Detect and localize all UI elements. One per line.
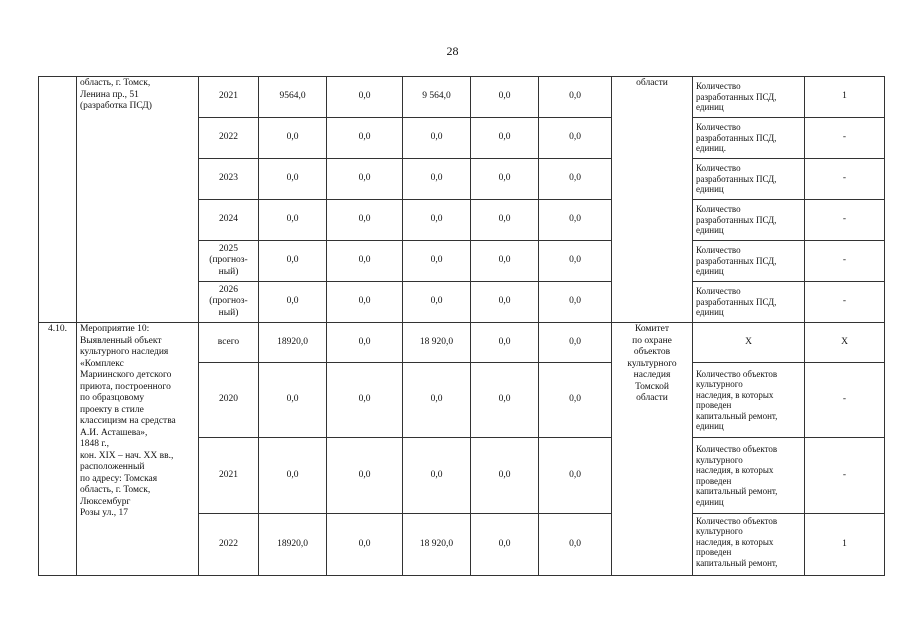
year-cell: 2021 xyxy=(199,438,259,514)
indicator-value: - xyxy=(805,159,885,200)
indicator-cell: Количество объектов культурного наследия, в которых проведен капитальный ремонт, единиц xyxy=(693,438,805,514)
funding-value: 0,0 xyxy=(539,363,612,438)
funding-value: 18920,0 xyxy=(259,514,327,576)
funding-value: 0,0 xyxy=(539,241,612,282)
funding-value: 0,0 xyxy=(403,438,471,514)
funding-value: 0,0 xyxy=(259,241,327,282)
year-cell: 2020 xyxy=(199,363,259,438)
funding-value: 18 920,0 xyxy=(403,514,471,576)
funding-value: 0,0 xyxy=(403,200,471,241)
funding-value: 0,0 xyxy=(403,282,471,323)
program-table xyxy=(38,76,885,576)
indicator-cell: Количество объектов культурного наследия, в которых проведен капитальный ремонт, единиц xyxy=(693,363,805,438)
year-cell: 2024 xyxy=(199,200,259,241)
funding-value: 0,0 xyxy=(539,77,612,118)
funding-value: 0,0 xyxy=(403,363,471,438)
executor-cell: Комитет по охране объектов культурного наследия Томской области xyxy=(612,323,693,576)
row-number-cell xyxy=(39,77,77,323)
indicator-cell: Количество разработанных ПСД, единиц xyxy=(693,77,805,118)
funding-value: 0,0 xyxy=(471,363,539,438)
funding-value: 0,0 xyxy=(259,363,327,438)
year-cell: всего xyxy=(199,323,259,363)
funding-value: 0,0 xyxy=(539,159,612,200)
indicator-value: - xyxy=(805,363,885,438)
executor-cell: области xyxy=(612,77,693,323)
indicator-value: - xyxy=(805,438,885,514)
funding-value: 0,0 xyxy=(471,323,539,363)
year-cell: 2026 (прогноз- ный) xyxy=(199,282,259,323)
funding-value: 0,0 xyxy=(259,200,327,241)
funding-value: 0,0 xyxy=(259,118,327,159)
funding-value: 0,0 xyxy=(471,514,539,576)
row-number-cell: 4.10. xyxy=(39,323,77,576)
funding-value: 0,0 xyxy=(471,200,539,241)
year-cell: 2023 xyxy=(199,159,259,200)
funding-value: 0,0 xyxy=(471,438,539,514)
funding-value: 0,0 xyxy=(327,438,403,514)
funding-value: 0,0 xyxy=(327,118,403,159)
funding-value: 0,0 xyxy=(539,323,612,363)
indicator-cell: Количество разработанных ПСД, единиц xyxy=(693,159,805,200)
indicator-cell: Количество разработанных ПСД, единиц xyxy=(693,200,805,241)
funding-value: 9564,0 xyxy=(259,77,327,118)
page-number: 28 xyxy=(446,44,459,58)
funding-value: 0,0 xyxy=(403,118,471,159)
funding-value: 18 920,0 xyxy=(403,323,471,363)
funding-value: 0,0 xyxy=(327,241,403,282)
indicator-cell: Количество разработанных ПСД, единиц. xyxy=(693,118,805,159)
funding-value: 0,0 xyxy=(539,514,612,576)
indicator-value: - xyxy=(805,118,885,159)
indicator-value: - xyxy=(805,200,885,241)
funding-value: 0,0 xyxy=(471,159,539,200)
indicator-value: Х xyxy=(805,323,885,363)
indicator-cell: Количество разработанных ПСД, единиц xyxy=(693,282,805,323)
year-cell: 2022 xyxy=(199,118,259,159)
funding-value: 0,0 xyxy=(327,200,403,241)
funding-value: 0,0 xyxy=(539,282,612,323)
funding-value: 0,0 xyxy=(539,200,612,241)
table-row xyxy=(39,77,885,118)
indicator-value: - xyxy=(805,241,885,282)
funding-value: 18920,0 xyxy=(259,323,327,363)
funding-value: 9 564,0 xyxy=(403,77,471,118)
year-cell: 2021 xyxy=(199,77,259,118)
funding-value: 0,0 xyxy=(327,363,403,438)
funding-value: 0,0 xyxy=(259,282,327,323)
funding-value: 0,0 xyxy=(471,241,539,282)
indicator-value: 1 xyxy=(805,514,885,576)
table-row xyxy=(39,323,885,363)
activity-description: область, г. Томск, Ленина пр., 51 (разработка ПСД) xyxy=(77,77,199,323)
funding-value: 0,0 xyxy=(471,282,539,323)
funding-value: 0,0 xyxy=(327,323,403,363)
funding-value: 0,0 xyxy=(327,159,403,200)
year-cell: 2022 xyxy=(199,514,259,576)
funding-value: 0,0 xyxy=(471,118,539,159)
funding-value: 0,0 xyxy=(259,159,327,200)
year-cell: 2025 (прогноз- ный) xyxy=(199,241,259,282)
funding-value: 0,0 xyxy=(259,438,327,514)
funding-value: 0,0 xyxy=(539,118,612,159)
funding-value: 0,0 xyxy=(403,241,471,282)
funding-value: 0,0 xyxy=(403,159,471,200)
funding-value: 0,0 xyxy=(327,77,403,118)
funding-value: 0,0 xyxy=(327,514,403,576)
indicator-cell: Количество разработанных ПСД, единиц xyxy=(693,241,805,282)
indicator-cell: Количество объектов культурного наследия, в которых проведен капитальный ремонт, xyxy=(693,514,805,576)
funding-value: 0,0 xyxy=(539,438,612,514)
funding-value: 0,0 xyxy=(471,77,539,118)
activity-description: Мероприятие 10: Выявленный объект культурного наследия «Комплекс Мариинского детского приюта, построенного по образцовому проекту в стиле классицизм на средства А.И. Асташева», 1848 г., кон. XIX – нач. XX вв., расположенный по адресу: Томская область, г. Томск, Люксембург Розы ул., 17 xyxy=(77,323,199,576)
indicator-value: 1 xyxy=(805,77,885,118)
funding-value: 0,0 xyxy=(327,282,403,323)
indicator-cell: Х xyxy=(693,323,805,363)
indicator-value: - xyxy=(805,282,885,323)
